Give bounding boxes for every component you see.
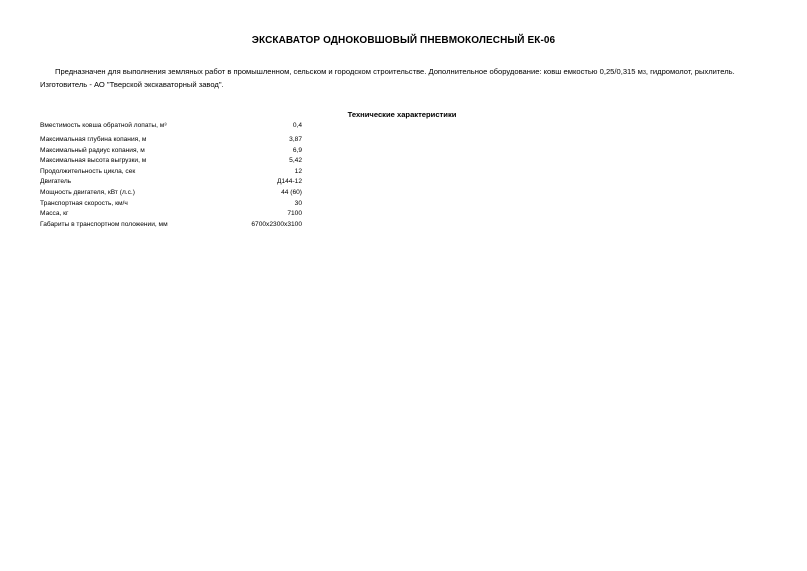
spec-label: Габариты в транспортном положении, мм (40, 220, 168, 228)
spec-row-digging-depth (40, 135, 302, 146)
spec-value: 6700x2300x3100 (251, 220, 302, 228)
spec-label: Вместимость ковша обратной лопаты, м³ (40, 122, 167, 129)
spec-value: 44 (60) (281, 189, 302, 197)
spec-row-engine-power (40, 188, 302, 199)
spec-value: 3,87 (289, 136, 302, 144)
specs-table (40, 121, 302, 230)
spec-row-engine (40, 177, 302, 188)
spec-label: Максимальная высота выгрузки, м (40, 157, 147, 165)
spec-value: 0,4 (292, 122, 302, 129)
spec-label: Масса, кг (40, 210, 69, 218)
spec-value: 6,9 (292, 146, 302, 154)
spec-label: Двигатель (40, 178, 72, 186)
spec-label: Максимальная глубина копания, м (40, 136, 147, 144)
spec-label: Транспортная скорость, км/ч (40, 199, 128, 207)
spec-value: Д144-12 (277, 178, 302, 186)
spec-value: 5,42 (289, 157, 302, 165)
specs-section-title: Технические характеристики (347, 110, 457, 119)
spec-value: 30 (294, 199, 302, 207)
spec-row-dimensions (40, 220, 302, 231)
spec-row-transport-speed (40, 199, 302, 210)
spec-label: Максимальный радиус копания, м (40, 146, 145, 154)
document-title: ЭКСКАВАТОР ОДНОКОВШОВЫЙ ПНЕВМОКОЛЕСНЫЙ ЕК-06 (251, 35, 556, 46)
spec-row-dump-height (40, 156, 302, 167)
spec-label: Продолжительность цикла, сек (40, 167, 136, 175)
spec-value: 12 (294, 167, 302, 175)
spec-label: Мощность двигателя, кВт (л.с.) (40, 189, 135, 197)
spec-row-mass (40, 209, 302, 220)
spec-row-cycle-time (40, 167, 302, 178)
spec-row-bucket-capacity (40, 121, 302, 132)
spec-value: 7100 (287, 210, 302, 218)
spec-row-digging-radius (40, 146, 302, 157)
intro-text-part-2: , гидромолот, рыхлитель. Изготовитель - АО "Тверской экскаваторный завод". (40, 67, 735, 89)
unit-superscript: 3 (642, 70, 646, 76)
intro-text-part-1: Предназначен для выполнения земляных работ в промышленном, сельском и городском строительстве. Дополнительное оборудование: ковш емкостью 0,25/0,315 м (55, 67, 643, 76)
intro-paragraph (40, 66, 775, 91)
